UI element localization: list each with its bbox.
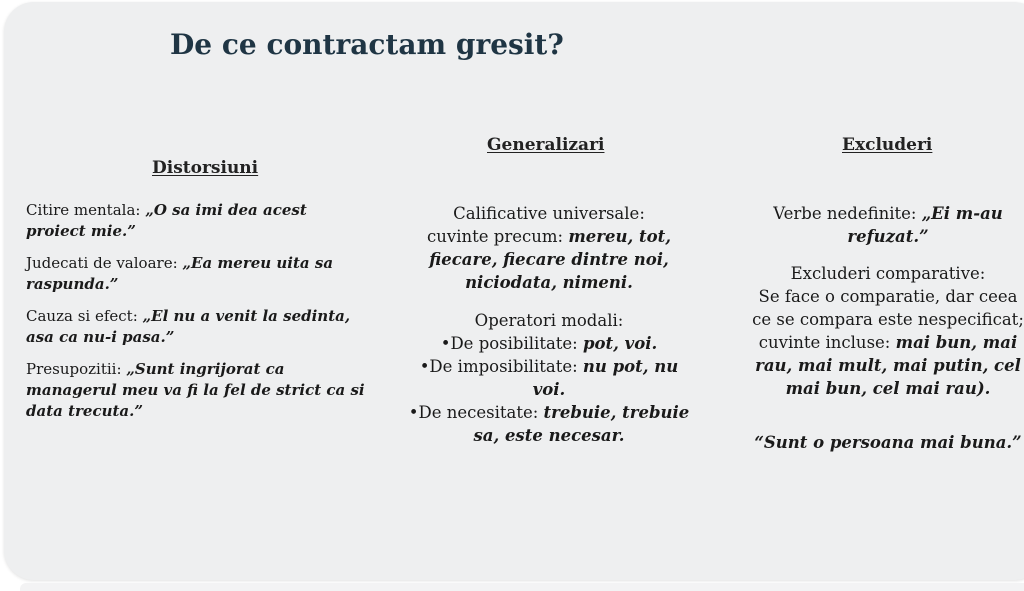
modal-item xyxy=(404,355,694,401)
modal-operators xyxy=(404,309,694,447)
heading-distorsiuni: Distorsiuni xyxy=(152,158,259,178)
modal-item-label: •De imposibilitate: xyxy=(419,357,583,376)
heading-excluderi: Excluderi xyxy=(842,135,933,155)
item-example: „El nu a venit la sedinta, asa ca nu-i pasa.” xyxy=(26,307,351,346)
modal-item-example: trebuie, trebuie sa, este necesar. xyxy=(473,403,690,445)
comparative-label: Excluderi comparative: xyxy=(790,264,986,283)
distorsiune-item xyxy=(26,253,371,295)
example-quote-text: “Sunt o persoana mai buna.” xyxy=(754,433,1022,452)
distorsiune-item xyxy=(26,359,371,422)
comparative-text xyxy=(752,285,1024,400)
item-label: Judecati de valoare: xyxy=(26,254,183,272)
page-title: De ce contractam gresit? xyxy=(170,28,564,61)
excluderi-column xyxy=(752,202,1024,468)
item-label: Cauza si efect: xyxy=(26,307,143,325)
modal-item-label: •De necesitate: xyxy=(408,403,544,422)
generalizari-column xyxy=(404,202,694,462)
universal-label: Calificative universale: xyxy=(453,204,645,223)
verbe-label: Verbe nedefinite: xyxy=(773,204,922,223)
universal-prefix: cuvinte precum: xyxy=(427,227,569,246)
distorsiune-item xyxy=(26,200,371,242)
distorsiuni-column xyxy=(26,200,371,433)
item-label: Presupozitii: xyxy=(26,360,127,378)
universal-examples: mereu, tot, fiecare, fiecare dintre noi, niciodata, nimeni. xyxy=(429,227,671,292)
modal-item-label: •De posibilitate: xyxy=(440,334,583,353)
item-example: „Ea mereu uita sa raspunda.” xyxy=(26,254,334,293)
item-label: Citire mentala: xyxy=(26,201,146,219)
example-quote xyxy=(752,418,1024,468)
distorsiune-item xyxy=(26,306,371,348)
verbe-nedefinite xyxy=(752,202,1024,248)
next-slide-edge xyxy=(20,583,1024,591)
verbe-example: „Ei m-au refuzat.” xyxy=(847,204,1003,246)
universal-text xyxy=(404,225,694,294)
modal-item xyxy=(404,332,694,355)
item-example: „O sa imi dea acest proiect mie.” xyxy=(26,201,307,240)
item-example: „Sunt ingrijorat ca managerul meu va fi la fel de strict ca si data trecuta.” xyxy=(26,360,365,420)
universal-qualifiers xyxy=(404,202,694,294)
modal-item-example: pot, voi. xyxy=(583,334,658,353)
comparative-examples: mai bun, mai rau, mai mult, mai putin, cel mai bun, cel mai rau). xyxy=(755,333,1021,398)
modal-item-example: nu pot, nu voi. xyxy=(532,357,679,399)
modal-label: Operatori modali: xyxy=(474,311,624,330)
comparative-description: Se face o comparatie, dar ceea ce se compara este nespecificat; cuvinte incluse: xyxy=(752,287,1024,352)
modal-item xyxy=(404,401,694,447)
heading-generalizari: Generalizari xyxy=(487,135,605,155)
